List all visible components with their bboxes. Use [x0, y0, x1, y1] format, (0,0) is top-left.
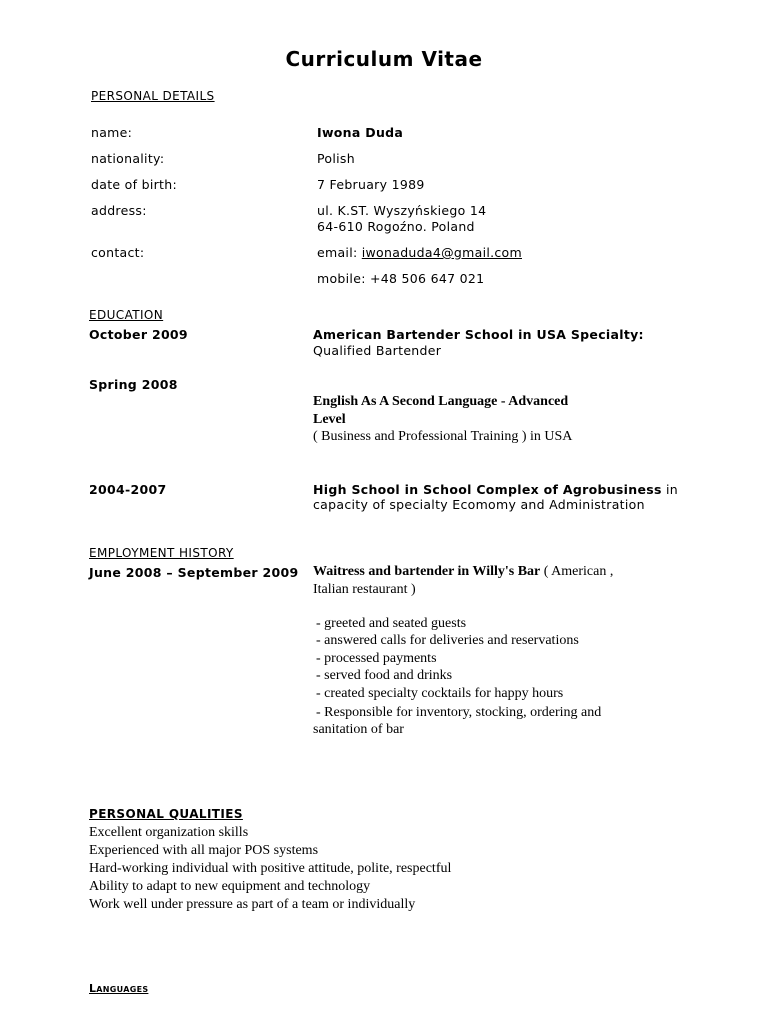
section-heading-personal-details: PERSONAL DETAILS	[91, 89, 215, 103]
quality-item: Ability to adapt to new equipment and technology	[89, 879, 371, 894]
education-date: Spring 2008	[89, 377, 178, 392]
duty-item: - served food and drinks	[316, 668, 453, 683]
quality-item: Experienced with all major POS systems	[89, 843, 319, 858]
quality-item: Excellent organization skills	[89, 825, 249, 840]
email-prefix: email:	[317, 245, 362, 260]
email-link[interactable]: iwonaduda4@gmail.com	[361, 245, 522, 260]
quality-item: Work well under pressure as part of a team or individually	[89, 897, 416, 912]
section-heading-languages: Languages	[89, 982, 149, 995]
value-nationality: Polish	[317, 151, 355, 166]
education-detail: capacity of specialty Ecomomy and Administration	[313, 497, 645, 512]
education-title: American Bartender School in USA Specialty:	[313, 327, 644, 342]
label-date-of-birth: date of birth:	[91, 177, 177, 192]
education-date: 2004-2007	[89, 482, 167, 497]
education-detail: ( Business and Professional Training ) in USA	[313, 429, 573, 444]
education-detail: Qualified Bartender	[313, 343, 442, 358]
section-heading-education: EDUCATION	[89, 308, 164, 322]
education-title: English As A Second Language - Advanced	[313, 394, 569, 409]
value-address-line2: 64-610 Rogoźno. Poland	[317, 219, 475, 234]
value-date-of-birth: 7 February 1989	[317, 177, 425, 192]
employment-date: June 2008 – September 2009	[89, 565, 299, 580]
education-title-line2: Level	[313, 412, 346, 427]
duty-item: - answered calls for deliveries and reservations	[316, 633, 579, 648]
value-email	[317, 245, 522, 260]
label-name: name:	[91, 125, 133, 140]
value-address-line1: ul. K.ST. Wyszyńskiego 14	[317, 203, 487, 218]
employment-title-line2: Italian restaurant )	[313, 582, 416, 597]
education-school: High School in School Complex of Agrobusiness	[313, 482, 662, 497]
label-nationality: nationality:	[91, 151, 165, 166]
duty-item: - greeted and seated guests	[316, 616, 467, 631]
duty-item: sanitation of bar	[313, 722, 404, 737]
employment-position: Waitress and bartender in Willy's Bar	[313, 564, 541, 579]
education-date: October 2009	[89, 327, 188, 342]
label-contact: contact:	[91, 245, 145, 260]
value-mobile: mobile: +48 506 647 021	[317, 271, 485, 286]
document-title: Curriculum Vitae	[285, 47, 483, 71]
employment-title	[313, 564, 613, 580]
section-heading-personal-qualities: PERSONAL QUALITIES	[89, 807, 243, 821]
duty-item: - processed payments	[316, 651, 437, 666]
duty-item: - Responsible for inventory, stocking, ordering and	[316, 705, 602, 720]
label-address: address:	[91, 203, 147, 218]
value-name: Iwona Duda	[317, 125, 404, 140]
section-heading-employment-history: EMPLOYMENT HISTORY	[89, 546, 234, 560]
quality-item: Hard-working individual with positive attitude, polite, respectful	[89, 861, 452, 876]
duty-item: - created specialty cocktails for happy hours	[316, 686, 564, 701]
education-title-suffix: in	[661, 482, 678, 497]
education-title	[313, 482, 678, 497]
employment-title-suffix: ( American ,	[540, 564, 614, 579]
